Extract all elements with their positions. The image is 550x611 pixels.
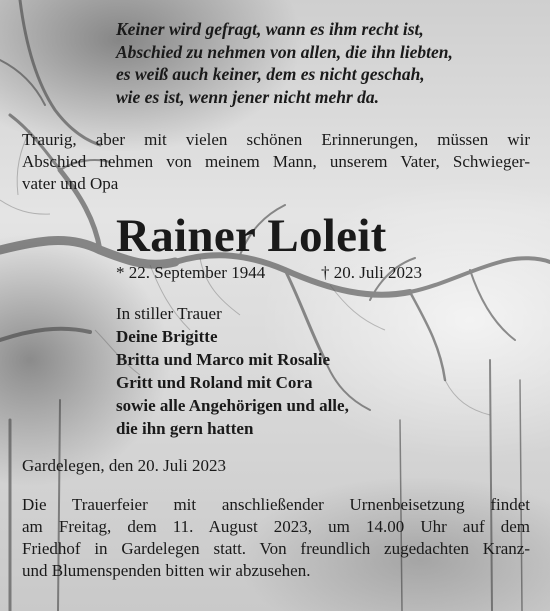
poem-line: Keiner wird gefragt, wann es ihm recht ist,	[116, 19, 424, 39]
mourner-name: die ihn gern hatten	[116, 419, 254, 438]
mourner-name: Deine Brigitte	[116, 327, 218, 346]
poem-line: es weiß auch keiner, dem es nicht geschah,	[116, 64, 425, 84]
memorial-poem	[116, 18, 516, 108]
funeral-line: und Blumenspenden bitten wir abzusehen.	[22, 561, 311, 580]
poem-line: Abschied zu nehmen von allen, die ihn liebten,	[116, 41, 453, 62]
mourners-heading: In stiller Trauer	[116, 304, 222, 323]
mourner-name: Britta und Marco mit Rosalie	[116, 350, 331, 369]
funeral-line: Friedhof in Gardelegen statt. Von freundlich zugedachten Kranz-	[22, 539, 530, 558]
mourner-name: sowie alle Angehörigen und alle,	[116, 396, 349, 415]
intro-text	[22, 129, 530, 195]
intro-line: vater und Opa	[22, 174, 119, 193]
poem-line: wie es ist, wenn jener nicht mehr da.	[116, 86, 380, 107]
birth-date: * 22. September 1944	[116, 263, 266, 282]
funeral-line: am Freitag, dem 11. August 2023, um 14.00 Uhr auf dem	[22, 517, 530, 536]
death-date: † 20. Juli 2023	[321, 263, 423, 282]
mourner-name: Gritt und Roland mit Cora	[116, 373, 313, 392]
mourners-block	[116, 302, 456, 440]
place-date: Gardelegen, den 20. Juli 2023	[22, 456, 226, 475]
funeral-details	[22, 494, 530, 582]
intro-line: Abschied nehmen von meinem Mann, unserem Vater, Schwieger-	[22, 152, 530, 171]
funeral-line: Die Trauerfeier mit anschließender Urnenbeisetzung findet	[22, 495, 530, 514]
deceased-name: Rainer Loleit	[116, 210, 387, 262]
intro-line: Traurig, aber mit vielen schönen Erinnerungen, müssen wir	[22, 130, 530, 149]
